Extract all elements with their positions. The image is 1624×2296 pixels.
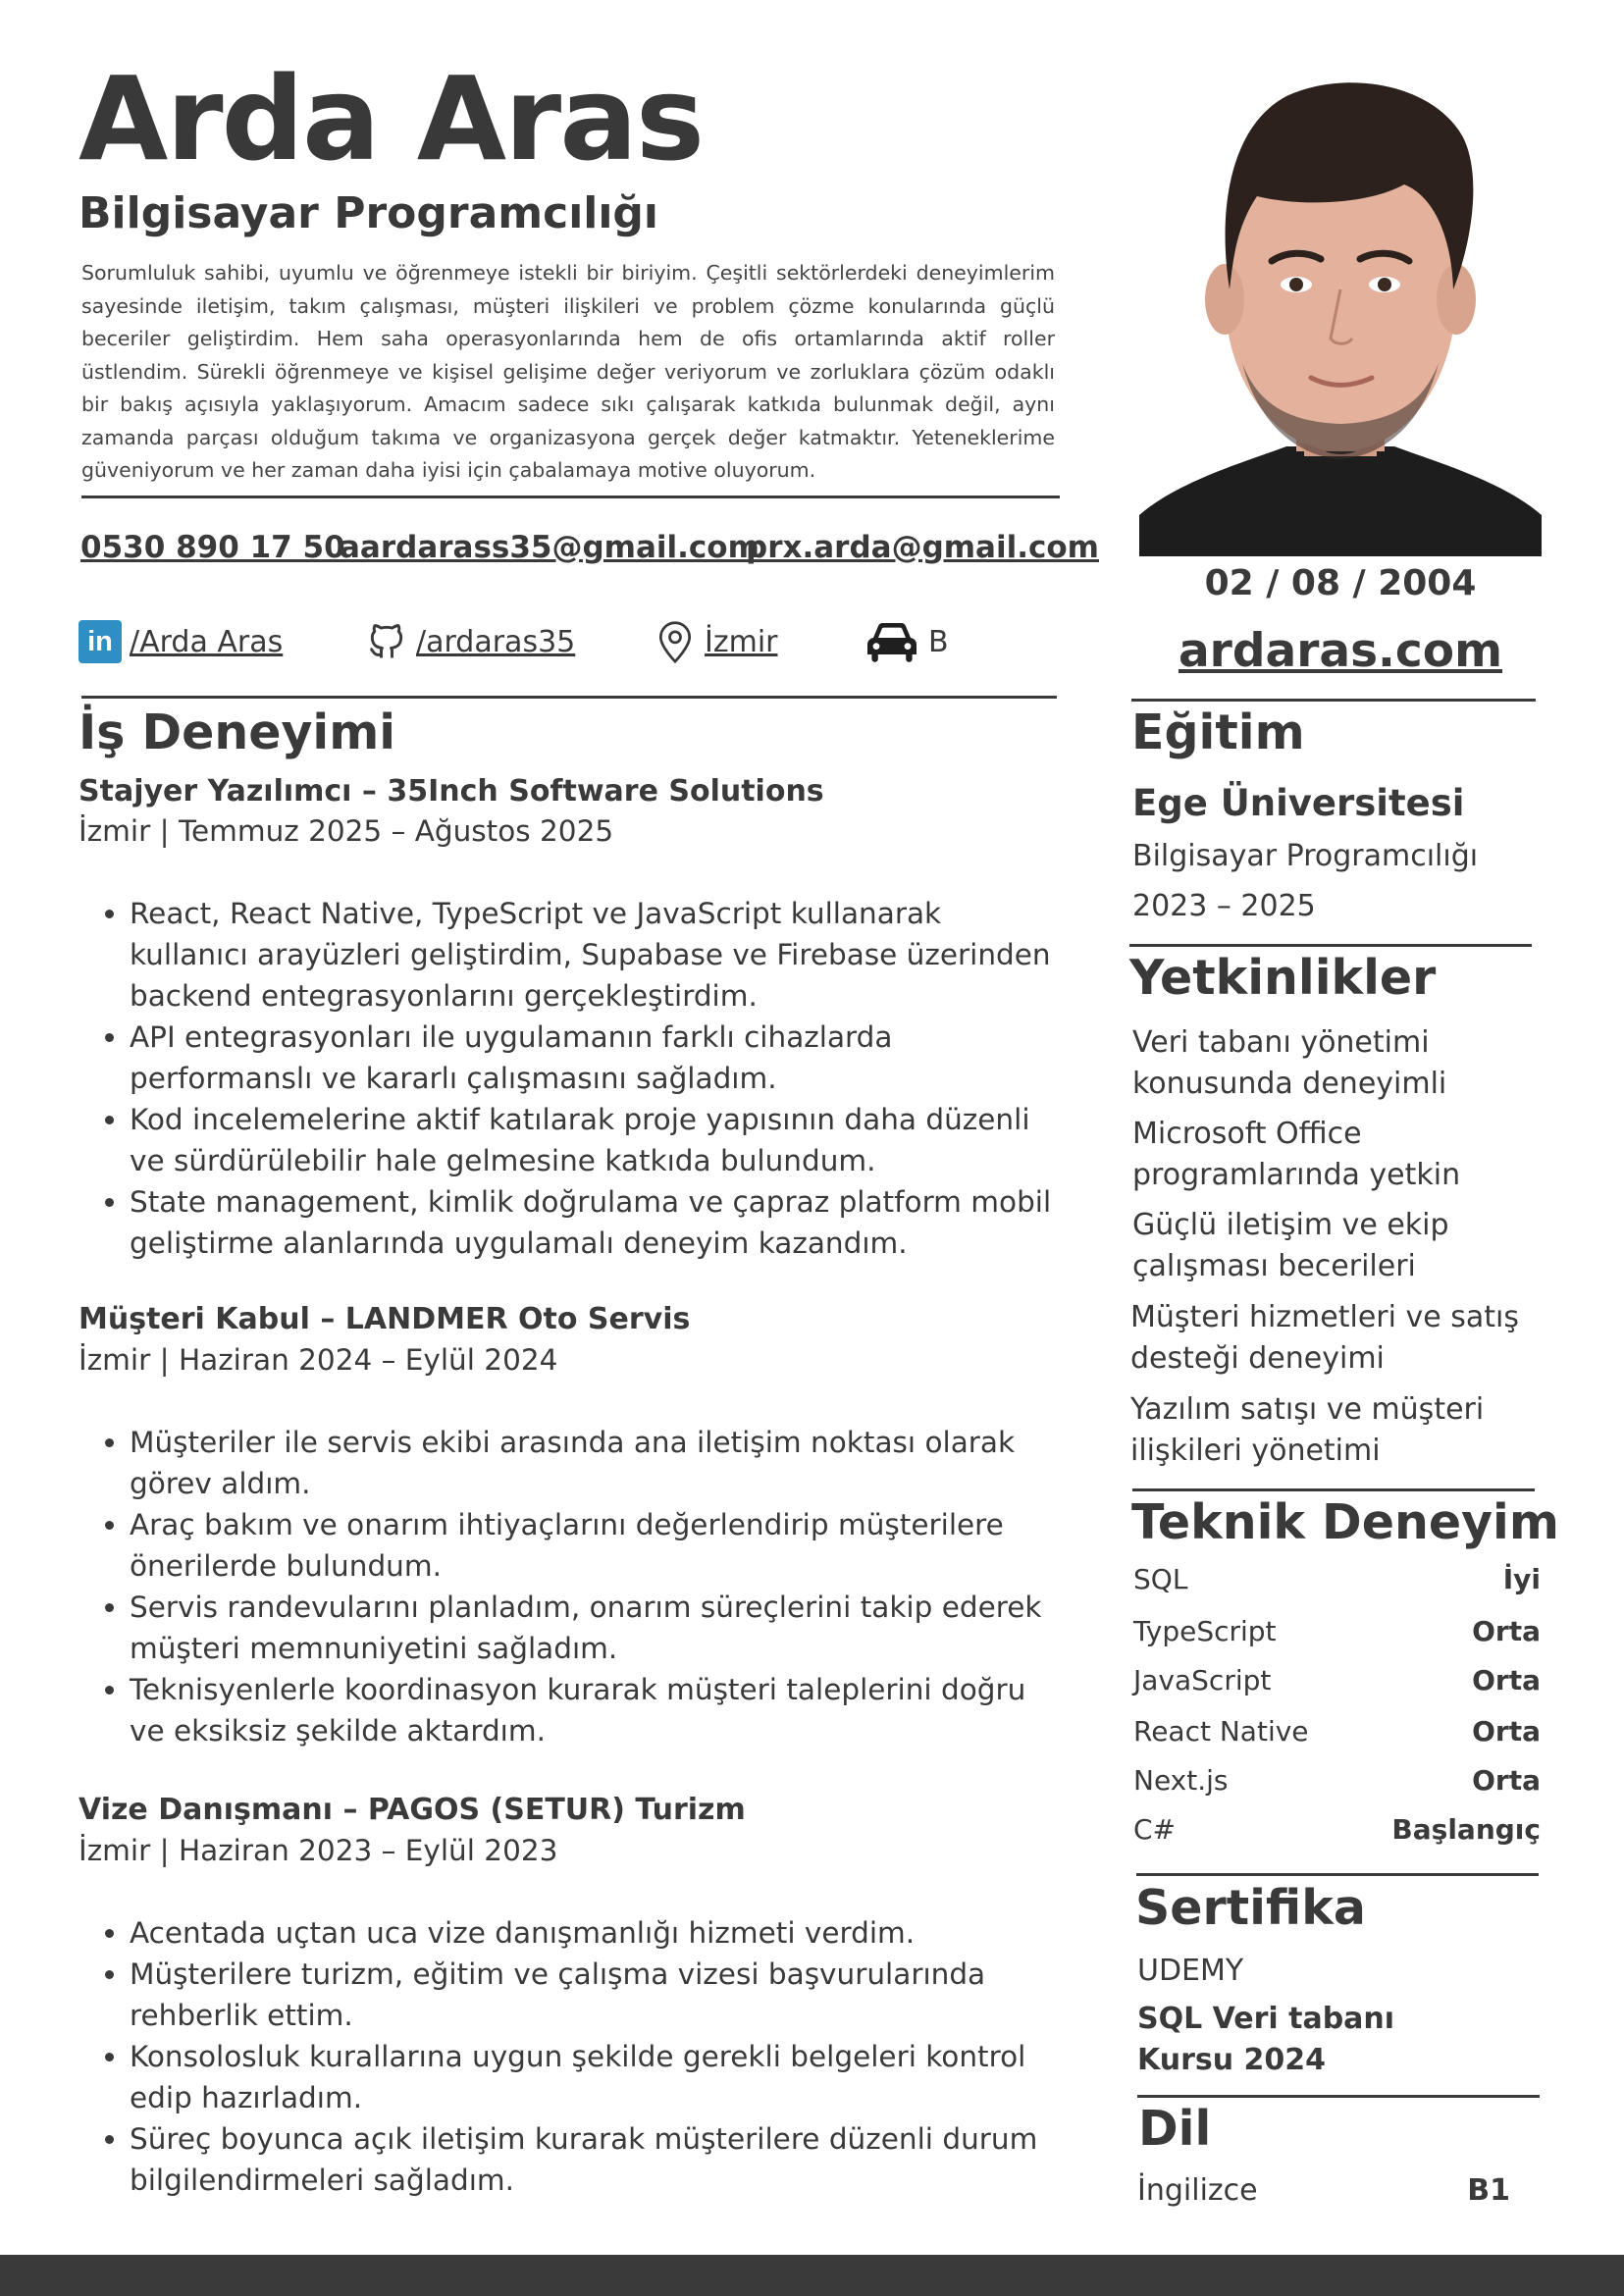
tech-level: Başlangıç [1391,1813,1541,1846]
technical-divider [1136,1873,1539,1876]
list-item: • Süreç boyunca açık iletişim kurarak müşterilere düzenli durum bilgilendirmeleri sağladım. [130,2118,1060,2201]
email-link-primary[interactable]: aardarass35@gmail.com [340,530,760,565]
experience-heading: İş Deneyimi [79,704,396,760]
tech-level: Orta [1472,1664,1541,1696]
location-label: İzmir [705,624,778,659]
tech-name: React Native [1133,1715,1309,1748]
tech-row [1133,1563,1541,1595]
linkedin-link[interactable] [79,618,283,665]
tech-level: İyi [1502,1563,1541,1595]
skill-item: Müşteri hizmetleri ve satış desteği deneyimi [1130,1300,1519,1376]
job-bullets-3 [79,1912,1060,2201]
profile-photo [1139,69,1542,556]
language-row [1137,2173,1510,2208]
github-label: /ardaras35 [416,624,576,659]
birth-date: 02 / 08 / 2004 [1204,563,1477,603]
list-item: • Kod incelemelerine aktif katılarak proje yapısının daha düzenli ve sürdürülebilir hale gelmesine katkıda bulundum. [130,1099,1060,1181]
list-item: • React, React Native, TypeScript ve JavaScript kullanarak kullanıcı arayüzleri geliştirdim, Supabase ve Firebase üzerinden backend entegrasyonlarını gerçekleştirdim. [130,893,1060,1017]
list-item: • Servis randevularını planladım, onarım süreçlerini takip ederek müşteri memnuniyetini sağladım. [130,1587,1060,1669]
skills-divider [1132,1488,1535,1491]
job-meta-3: İzmir | Haziran 2023 – Eylül 2023 [79,1834,558,1867]
job-title-3: Vize Danışmanı – PAGOS (SETUR) Turizm [79,1793,746,1827]
candidate-name: Arda Aras [79,51,704,186]
list-item: • Müşterilere turizm, eğitim ve çalışma vizesi başvurularında rehberlik ettim. [130,1954,1060,2036]
technical-heading: Teknik Deneyim [1131,1494,1559,1550]
license-label: B [928,624,949,659]
tech-row [1133,1664,1541,1696]
tech-name: TypeScript [1133,1615,1277,1647]
language-name: İngilizce [1137,2173,1258,2208]
job-meta-1: İzmir | Temmuz 2025 – Ağustos 2025 [79,814,614,848]
profile-summary: Sorumluluk sahibi, uyumlu ve öğrenmeye istekli bir biriyim. Çeşitli sektörlerdeki deneyimlerim sayesinde iletişim, takım çalışması, müşteri ilişkileri ve problem çözme konularında güçlü beceriler geliştirdim. Hem saha operasyonlarında hem de ofis ortamlarında aktif roller üstlendim. Sürekli öğrenmeye ve kişisel gelişime değer veriyorum ve zorluklara çözüm odaklı bir bakış açısıyla yaklaşıyorum. Amacım sadece sıkı çalışarak katkıda bulunmak değil, aynı zamanda parçası olduğum takıma ve organizasyona gerçek değer katmaktır. Yeteneklerime güveniyorum ve her zaman daha iyisi için çabalamaya motive oluyorum. [81,261,1055,482]
list-item: • Araç bakım ve onarım ihtiyaçlarını değerlendirip müşterilere önerilerde bulundum. [130,1504,1060,1587]
tech-level: Orta [1472,1715,1541,1748]
tech-row [1133,1764,1541,1797]
job-title-2: Müşteri Kabul – LANDMER Oto Servis [79,1302,691,1336]
tech-row [1133,1715,1541,1748]
certificates-divider [1137,2095,1540,2098]
job-bullets-1 [79,893,1060,1264]
email-link-secondary[interactable]: prx.arda@gmail.com [746,530,1099,565]
certificate-title: SQL Veri tabanı Kursu 2024 [1137,2002,1395,2077]
tech-row [1133,1813,1541,1846]
github-icon [365,620,408,663]
tech-name: JavaScript [1133,1664,1272,1696]
location-item [654,618,778,665]
job-title-1: Stajyer Yazılımcı – 35Inch Software Solutions [79,774,824,809]
list-item: • Teknisyenlerle koordinasyon kurarak müşteri taleplerini doğru ve eksiksiz şekilde aktardım. [130,1669,1060,1751]
certificates-heading: Sertifika [1135,1880,1366,1936]
location-pin-icon [654,618,697,665]
skill-item: Güçlü iletişim ve ekip çalışması becerileri [1132,1208,1449,1283]
list-item: • Acentada uçtan uca vize danışmanlığı hizmeti verdim. [130,1912,1060,1954]
candidate-title: Bilgisayar Programcılığı [79,188,659,238]
languages-heading: Dil [1138,2101,1212,2157]
job-bullets-2 [79,1422,1060,1751]
job-meta-2: İzmir | Haziran 2024 – Eylül 2024 [79,1343,558,1377]
driving-license-item [864,618,949,665]
language-level: B1 [1467,2173,1510,2208]
footer-bar [0,2255,1624,2296]
linkedin-icon: in [79,620,122,663]
skill-item: Yazılım satışı ve müşteri ilişkileri yönetimi [1130,1392,1485,1468]
skill-item: Microsoft Office programlarında yetkin [1132,1117,1461,1192]
website-divider [1131,699,1536,702]
skills-heading: Yetkinlikler [1129,950,1437,1006]
website-link[interactable]: ardaras.com [1178,624,1503,678]
tech-name: Next.js [1133,1764,1229,1797]
list-item: • Konsolosluk kurallarına uygun şekilde gerekli belgeleri kontrol edip hazırladım. [130,2036,1060,2118]
contact-divider [81,696,1057,699]
phone-link[interactable]: 0530 890 17 50 [80,530,345,565]
linkedin-label: /Arda Aras [130,624,284,659]
summary-divider [81,496,1060,498]
education-years: 2023 – 2025 [1132,889,1316,923]
tech-level: Orta [1472,1615,1541,1647]
tech-row [1133,1615,1541,1647]
list-item: • API entegrasyonları ile uygulamanın farklı cihazlarda performanslı ve kararlı çalışmasını sağladım. [130,1017,1060,1099]
github-link[interactable] [365,618,575,665]
school-name: Ege Üniversitesi [1132,782,1465,824]
car-icon [864,620,920,663]
tech-name: C# [1133,1813,1177,1846]
certificate-provider: UDEMY [1137,1954,1244,1988]
tech-level: Orta [1472,1764,1541,1797]
list-item: • State management, kimlik doğrulama ve çapraz platform mobil geliştirme alanlarında uygulamalı deneyim kazandım. [130,1181,1060,1264]
skill-item: Veri tabanı yönetimi konusunda deneyimli [1132,1025,1447,1101]
tech-name: SQL [1133,1563,1188,1595]
program-name: Bilgisayar Programcılığı [1132,839,1479,873]
list-item: • Müşteriler ile servis ekibi arasında ana iletişim noktası olarak görev aldım. [130,1422,1060,1504]
education-divider [1129,944,1532,947]
education-heading: Eğitim [1131,704,1305,760]
